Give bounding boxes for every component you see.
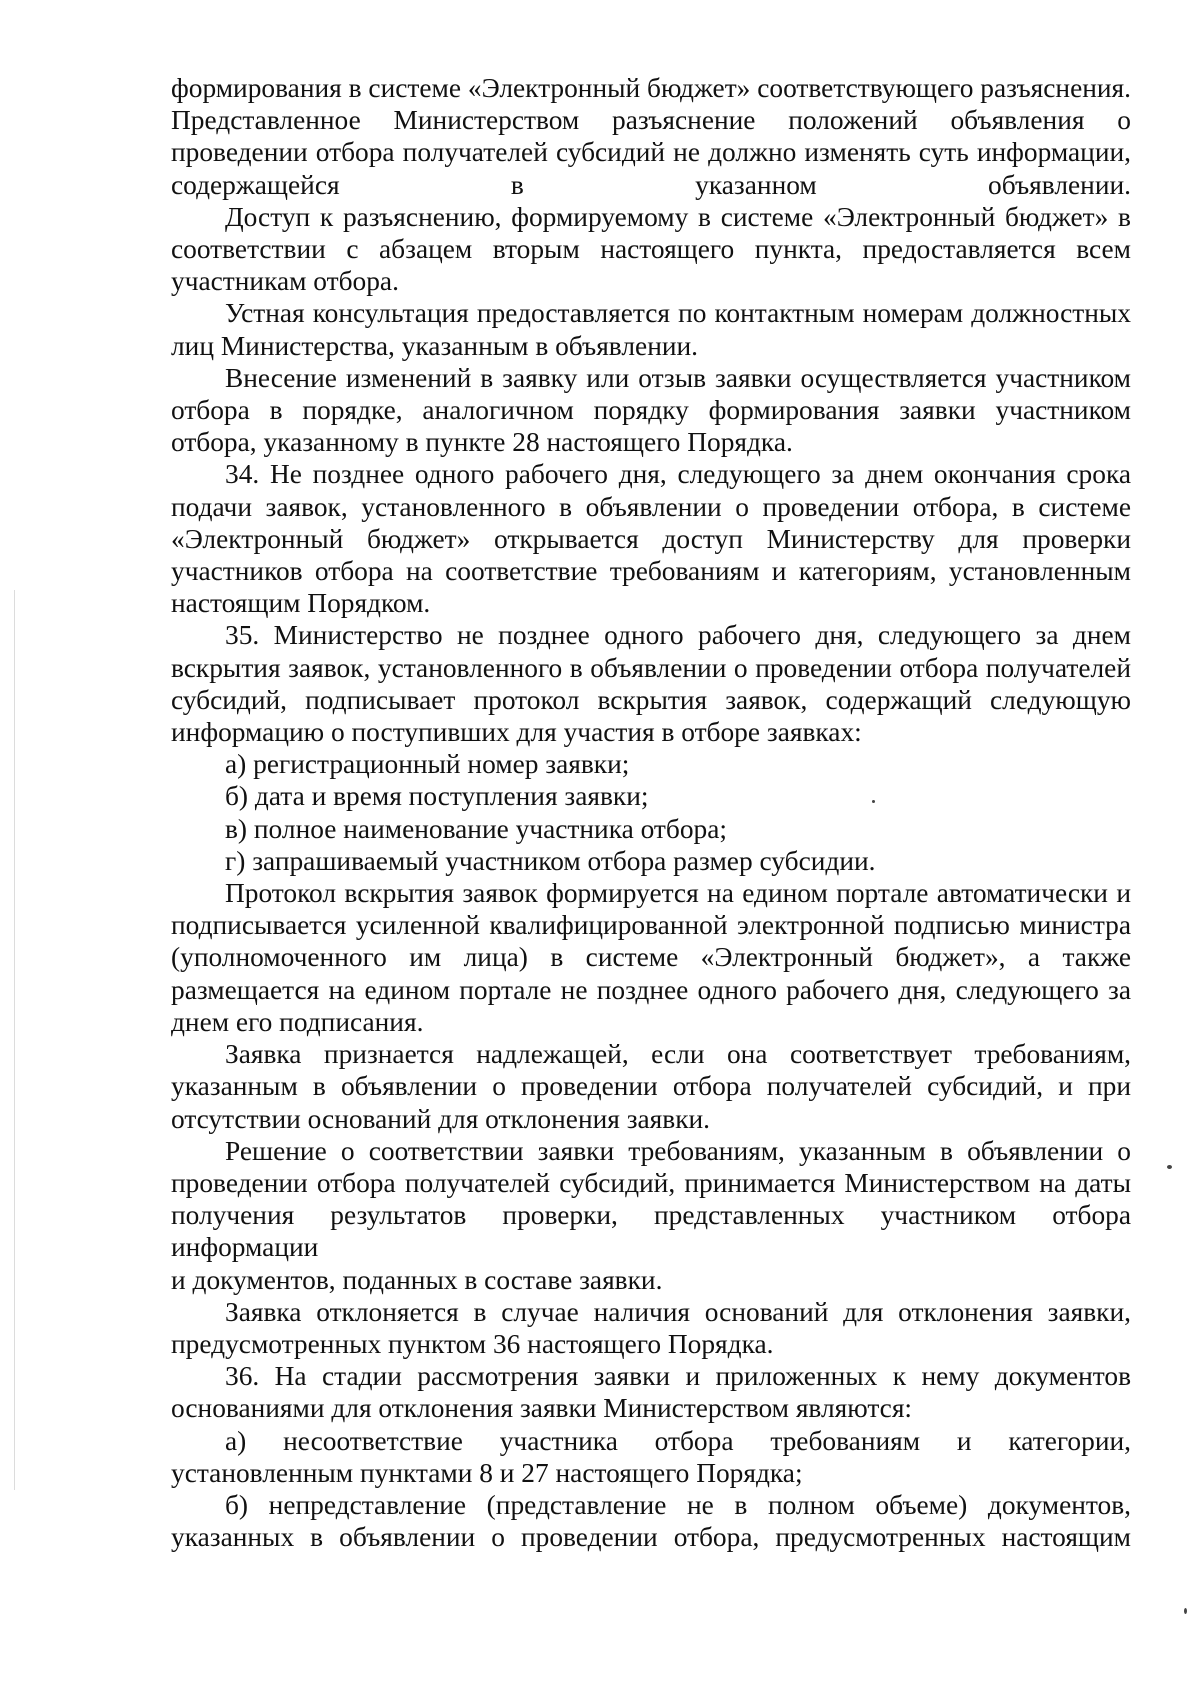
paragraph-protocol: Протокол вскрытия заявок формируется на едином портале автоматически и подписывается усиленной квалифицированной электронной подписью министра (уполномоченного им лица) в системе «Электронный бюджет», а также размещается на едином портале не позднее одного рабочего дня, следующего за днем его подписания. (171, 878, 1131, 1037)
paragraph-decision-tail: и документов, поданных в составе заявки. (171, 1264, 663, 1295)
list-item-c: в) полное наименование участника отбора; (225, 813, 727, 844)
paragraph-clause-34: 34. Не позднее одного рабочего дня, следующего за днем окончания срока подачи заявок, установленного в объявлении о проведении отбора, в системе «Электронный бюджет» открывается доступ Министерству для проверки участников отбора на соответствие требованиям и категориям, установленным настоящим Порядком. (171, 459, 1131, 619)
paragraph-application-changes: Внесение изменений в заявку или отзыв заявки осуществляется участником отбора в порядке, аналогичном порядку формирования заявки участником отбора, указанному в пункте 28 настоящего Порядка. (171, 362, 1131, 458)
paragraph-proper-application: Заявка признается надлежащей, если она соответствует требованиям, указанным в объявлении о проведении отбора получателей субсидий, и при отсутствии оснований для отклонения заявки. (171, 1039, 1131, 1134)
paragraph-rejection: Заявка отклоняется в случае наличия оснований для отклонения заявки, предусмотренных пунктом 36 настоящего Порядка. (171, 1296, 1131, 1359)
document-body (171, 72, 1131, 1553)
paragraph-oral-consultation: Устная консультация предоставляется по контактным номерам должностных лиц Министерства, указанным в объявлении. (171, 298, 1131, 361)
scan-edge-line (14, 590, 15, 1490)
list-item-36b: б) непредставление (представление не в полном объеме) документов, указанных в объявлении о проведении отбора, предусмотренных настоящим (171, 1489, 1131, 1553)
list-item-b: б) дата и время поступления заявки; (225, 781, 649, 812)
paragraph-decision: Решение о соответствии заявки требованиям, указанным в объявлении о проведении отбора получателей субсидий, принимается Министерством на даты получения результатов проверки, представленных участником отбора информации (171, 1135, 1131, 1263)
paragraph-clause-35: 35. Министерство не позднее одного рабочего дня, следующего за днем вскрытия заявок, установленного в объявлении о проведении отбора получателей субсидий, подписывает протокол вскрытия заявок, содержащий следующую информацию о поступивших для участия в отборе заявках: (171, 620, 1131, 748)
list-item-a: а) регистрационный номер заявки; (225, 749, 630, 780)
list-item-d: г) запрашиваемый участником отбора размер субсидии. (225, 845, 876, 876)
scan-speck (1184, 1608, 1187, 1614)
paragraph-clause-36: 36. На стадии рассмотрения заявки и приложенных к нему документов основаниями для отклонения заявки Министерством являются: (171, 1361, 1131, 1424)
list-item-36a: а) несоответствие участника отбора требованиям и категории, установленным пунктами 8 и 27 настоящего Порядка; (171, 1425, 1131, 1488)
scan-speck (1167, 1165, 1172, 1169)
paragraph-continuation: формирования в системе «Электронный бюджет» соответствующего разъяснения. Представленное Министерством разъяснение положений объявления о проведении отбора получателей субсидий не должно изменять суть информации, содержащейся в указанном объявлении. (171, 73, 1131, 200)
paragraph-access-clarification: Доступ к разъяснению, формируемому в системе «Электронный бюджет» в соответствии с абзацем вторым настоящего пункта, предоставляется всем участникам отбора. (171, 201, 1131, 297)
